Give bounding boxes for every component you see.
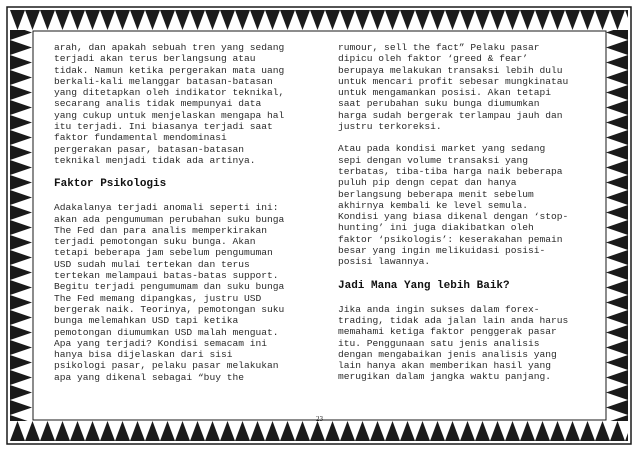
text-line: faktor fundamental mendominasi [54, 132, 227, 144]
section-heading-psychological: Faktor Psikologis [54, 178, 167, 191]
text-line: lain hanya akan memberikan hasil yang [338, 360, 552, 372]
right-paragraph-3 [338, 304, 588, 383]
book-page [34, 32, 605, 423]
text-line: bunga melemahkan USD tapi ketika [54, 315, 239, 327]
text-line: secarang analis tidak mempunyai data [54, 98, 262, 110]
text-line: besar yang ingin melikuidasi posisi- [338, 245, 546, 257]
text-line: USD sudah mulai tertekan dan terus [54, 258, 250, 270]
text-line: Atau pada kondisi market yang sedang [338, 143, 546, 155]
text-line: merugikan dalam jangka waktu panjang. [338, 371, 552, 383]
text-line: itu terjadi. Ini biasanya terjadi saat [54, 121, 273, 133]
left-paragraph-2 [54, 202, 326, 383]
text-line: Adakalanya terjadi anomali seperti ini: [54, 202, 279, 214]
right-paragraph-1 [338, 42, 588, 132]
text-line: Kondisi yang biasa dikenal dengan ‘stop- [338, 211, 569, 223]
text-line: Jika anda ingin sukses dalam forex- [338, 303, 540, 315]
text-line: teknikal menjadi tidak ada artinya. [54, 154, 256, 166]
text-line: tetapi beberapa jam sebelum pengumuman [54, 247, 273, 259]
text-line: akhirnya kembali ke level semula. [338, 199, 528, 211]
text-line: tidak. Namun ketika pergerakan mata uang [54, 64, 285, 76]
section-heading-which-better: Jadi Mana Yang lebih Baik? [338, 279, 510, 292]
text-line: justru terkoreksi. [338, 121, 442, 133]
right-paragraph-2 [338, 143, 588, 267]
text-line: faktor ‘psikologis’: keserakahan pemain [338, 233, 563, 245]
text-line: posisi lawannya. [338, 256, 431, 268]
text-line: memahami ketiga faktor penggerak pasar [338, 326, 557, 338]
text-line: Apa yang terjadi? Kondisi semacam ini [54, 337, 268, 349]
text-line: dengan mengabaikan jenis analisis yang [338, 348, 557, 360]
text-line: tertekan melampaui batas-batas support. [54, 270, 279, 282]
text-line: harga sudah bergerak terlampau jauh dan [338, 109, 563, 121]
text-line: untuk mencari profit sebesar mungkinatau [338, 75, 569, 87]
text-line: apa yang dikenal sebagai “buy the [54, 371, 244, 383]
text-line: akan ada pengumuman perubahan suku bunga [54, 213, 285, 225]
text-line: The Fed memang dipangkas, justru USD [54, 292, 262, 304]
text-line: pemotongan diumumkan USD malah menguat. [54, 326, 279, 338]
text-line: The Fed dan para analis memperkirakan [54, 224, 268, 236]
text-line: yang ditetapkan oleh indikator teknikal, [54, 87, 285, 99]
text-line: arah, dan apakah sebuah tren yang sedang [54, 42, 285, 53]
text-line: bergerak naik. Teorinya, pemotongan suku [54, 303, 285, 315]
text-line: berupaya melakukan transaksi lebih dulu [338, 64, 563, 76]
text-line: psikologi pasar, pelaku pasar melakukan [54, 360, 279, 372]
text-line: yang cukup untuk menjelaskan mengapa hal [54, 109, 285, 121]
text-line: rumour, sell the fact” Pelaku pasar [338, 42, 540, 53]
text-line: terjadi pemotongan suku bunga. Akan [54, 236, 256, 248]
text-line: Begitu terjadi pengumumam dan suku bunga [54, 281, 285, 293]
text-line: berlangsung beberapa menit sebelum [338, 188, 534, 200]
text-line: terjadi akan terus berlangsung atau [54, 53, 256, 65]
text-line: dipicu oleh faktor ‘greed & fear’ [338, 53, 528, 65]
right-column [338, 42, 588, 383]
text-line: pergerakan pasar, batasan-batasan [54, 143, 244, 155]
text-line: terbatas, tiba-tiba harga naik beberapa [338, 165, 563, 177]
text-line: hunting’ ini juga diakibatkan oleh [338, 222, 534, 234]
text-line: saat perubahan suku bunga diumumkan [338, 98, 540, 110]
text-line: hanya bisa dijelaskan dari sisi [54, 349, 233, 361]
text-line: untuk mengamankan posisi. Akan tetapi [338, 87, 552, 99]
left-paragraph-1 [54, 42, 326, 166]
left-column [54, 42, 326, 383]
text-line: puluh pip dengn cepat dan hanya [338, 177, 517, 189]
page-number: 23 [316, 415, 323, 423]
text-line: trading, tidak ada jalan lain anda harus [338, 314, 569, 326]
text-line: berkali-kali melanggar batasan-batasan [54, 75, 273, 87]
text-line: itu. Penggunaan satu jenis analisis [338, 337, 540, 349]
text-line: sepi dengan volume transaksi yang [338, 154, 528, 166]
